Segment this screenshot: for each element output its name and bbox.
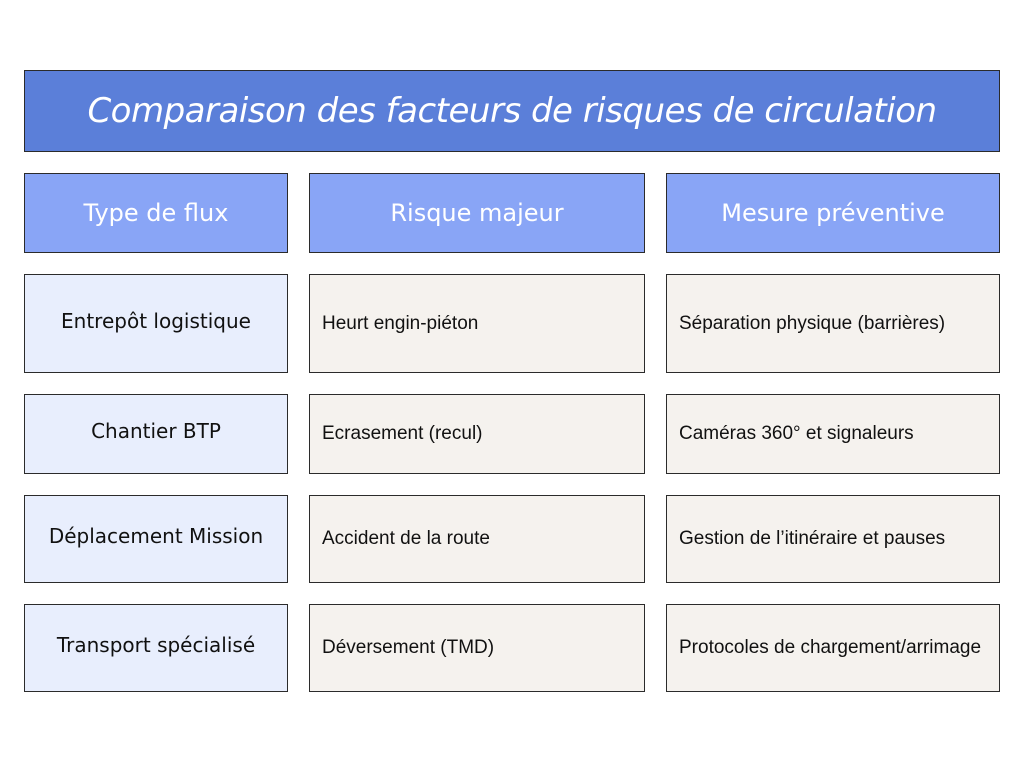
header-mesure-preventive xyxy=(666,173,1000,253)
cell-text: Heurt engin-piéton xyxy=(322,312,479,334)
header-label: Mesure préventive xyxy=(721,199,945,227)
row-3-type xyxy=(24,495,288,583)
row-3-measure xyxy=(666,495,1000,583)
row-3-risk xyxy=(309,495,645,583)
row-4-type xyxy=(24,604,288,692)
cell-text: Déversement (TMD) xyxy=(322,637,495,658)
cell-text: Déplacement Mission xyxy=(48,524,264,548)
row-1-risk xyxy=(309,274,645,373)
header-risque-majeur xyxy=(309,173,645,253)
row-1-measure xyxy=(666,274,1000,373)
cell-text: Protocoles de chargement/arrimage xyxy=(679,637,982,658)
row-2-type xyxy=(24,394,288,474)
row-1-type xyxy=(24,274,288,373)
header-label: Risque majeur xyxy=(390,199,564,227)
cell-text: Gestion de l’itinéraire et pauses xyxy=(679,528,946,549)
cell-text: Transport spécialisé xyxy=(56,633,256,657)
row-2-risk xyxy=(309,394,645,474)
row-4-risk xyxy=(309,604,645,692)
table-title-text: Comparaison des facteurs de risques de circulation xyxy=(87,91,937,131)
cell-text: Ecrasement (recul) xyxy=(322,423,483,444)
row-4-measure xyxy=(666,604,1000,692)
cell-text: Accident de la route xyxy=(322,528,490,549)
table-title xyxy=(24,70,1000,152)
cell-text: Séparation physique (barrières) xyxy=(679,312,946,334)
header-type-de-flux xyxy=(24,173,288,253)
cell-text: Caméras 360° et signaleurs xyxy=(679,423,914,444)
row-2-measure xyxy=(666,394,1000,474)
cell-text: Chantier BTP xyxy=(91,419,221,443)
cell-text: Entrepôt logistique xyxy=(61,308,251,333)
header-label: Type de flux xyxy=(83,199,229,227)
